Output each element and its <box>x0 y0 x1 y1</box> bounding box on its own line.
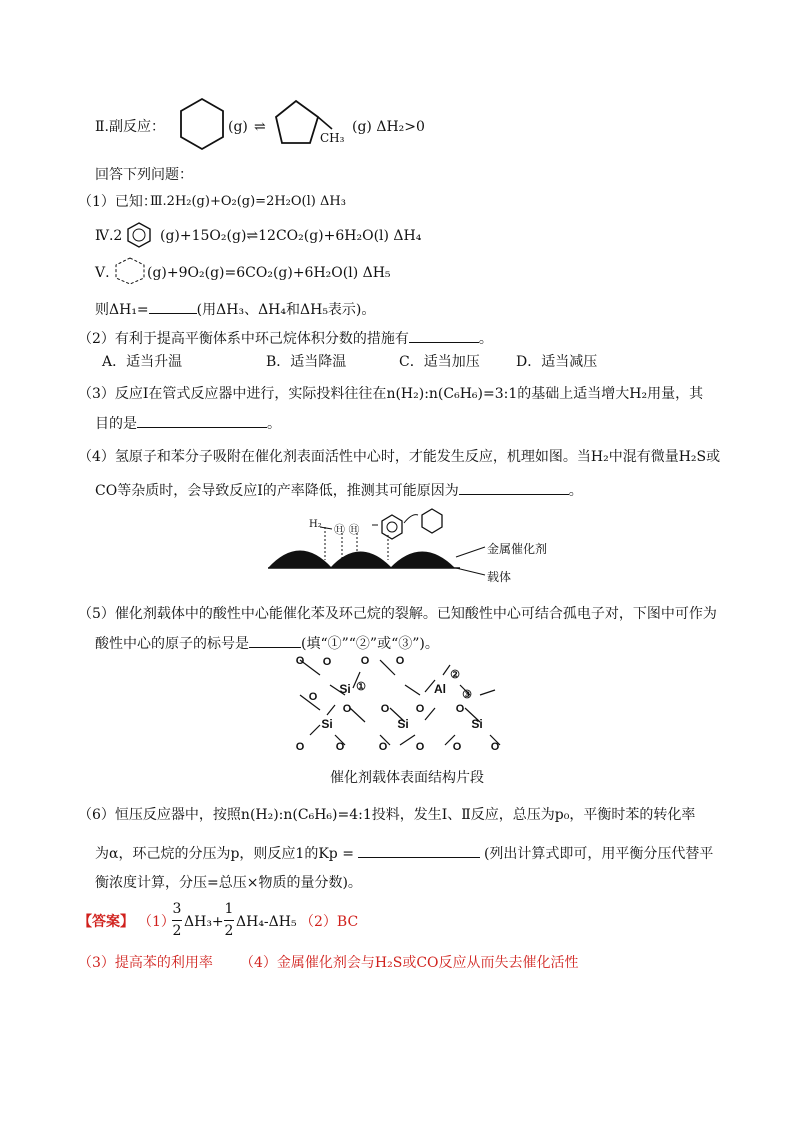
q4-line2-end: 。 <box>568 483 583 499</box>
answer-1-frac1-numerator: 3 <box>172 901 182 917</box>
oxygen-atom: O <box>395 655 405 667</box>
q3-line2-prefix: 目的是 <box>95 416 137 432</box>
bond-line <box>405 685 420 695</box>
q2-options <box>102 352 597 372</box>
q1-reaction-4-prefix: Ⅳ.2 <box>95 228 123 244</box>
q5-figure-caption: 催化剂载体表面结构片段 <box>330 770 484 786</box>
bond-line <box>310 725 320 735</box>
cyclohexane-structure-icon <box>177 95 227 155</box>
q3-line1-prefix: （3）反应Ⅰ在管式反应器中进行，实际投料往往在 <box>78 386 387 402</box>
answer-1-frac2-bar <box>224 920 234 921</box>
q6-line2-suffix: (列出计算式即可，用平衡分压代替平 <box>483 846 714 862</box>
q5-line2-suffix: (填“①”“②”或“③”)。 <box>301 636 439 652</box>
answer-1-label: （1） <box>138 914 175 930</box>
q6-answer-blank[interactable] <box>358 843 480 858</box>
q1-question-prefix: 则ΔH₁= <box>95 302 149 318</box>
answer-1-term1: ΔH₃+ <box>184 914 224 930</box>
oxygen-atom: O <box>452 741 462 753</box>
bond-line <box>425 708 435 720</box>
q1-reaction-5-prefix: Ⅴ. <box>95 265 110 281</box>
marker-2: ② <box>450 669 460 681</box>
oxygen-atom: O <box>380 703 390 715</box>
marker-1: ① <box>356 681 366 693</box>
q1-question-suffix: (用ΔH₃、ΔH₄和ΔH₅表示)。 <box>196 302 376 318</box>
side-reaction-g1: (g) <box>228 119 248 135</box>
answer-1-frac2-denominator: 2 <box>224 923 234 939</box>
answer-1-term2: ΔH₄-ΔH₅ <box>236 914 297 930</box>
q2-option-b[interactable]: B．适当降温 <box>266 354 347 370</box>
q6-line1-suffix: 投料，发生Ⅰ、Ⅱ反应，总压为p₀，平衡时苯的转化率 <box>371 807 696 823</box>
q2-end: 。 <box>478 331 493 347</box>
q4-answer-blank[interactable] <box>459 480 569 495</box>
oxygen-atom: O <box>335 741 345 753</box>
q1-reaction-3: Ⅲ.2H₂(g)+O₂(g)=2H₂O(l) ΔH₃ <box>150 194 346 209</box>
bond-line <box>480 690 495 695</box>
silicon-atom: Si <box>471 717 483 731</box>
q3-answer-blank[interactable] <box>137 413 267 428</box>
q2-option-d[interactable]: D．适当减压 <box>516 354 598 370</box>
bond-line <box>400 735 415 745</box>
q2-option-c[interactable]: C．适当加压 <box>399 354 480 370</box>
q6-line2 <box>95 843 713 864</box>
intro-text: 回答下列问题： <box>95 167 193 183</box>
q4-fig-h2-label: H₂ <box>309 519 322 530</box>
q6-line3: 衡浓度计算，分压=总压×物质的量分数)。 <box>95 875 362 891</box>
q4-fig-metal-catalyst-label: 金属催化剂 <box>487 542 548 556</box>
bond-line <box>350 708 365 722</box>
answer-3: （3）提高苯的利用率 <box>78 955 213 971</box>
oxygen-atom: O <box>295 741 305 753</box>
q1-reaction-5: (g)+9O₂(g)=6CO₂(g)+6H₂O(l) ΔH₅ <box>147 265 391 281</box>
q6-ratio: n(H₂):n(C₆H₆)=4:1 <box>240 807 372 823</box>
oxygen-atom: O <box>342 703 352 715</box>
silicon-atom: Si <box>397 717 409 731</box>
q1-answer-blank[interactable] <box>149 299 197 314</box>
q1-question <box>95 299 375 320</box>
answer-4: （4）金属催化剂会与H₂S或CO反应从而失去催化活性 <box>240 955 579 971</box>
q6-line2-prefix: 为α，环己烷的分压为p，则反应1的 <box>95 846 319 862</box>
oxygen-atom: O <box>295 655 305 667</box>
q2-option-a[interactable]: A．适当升温 <box>102 354 183 370</box>
cyclohexane-small-structure-icon <box>114 256 146 286</box>
q6-line1 <box>78 805 695 825</box>
silicon-atom-1: Si <box>339 682 351 696</box>
bond-line <box>327 705 335 715</box>
q4-line1: （4）氢原子和苯分子吸附在催化剂表面活性中心时，才能发生反应，机理如图。当H₂中混有微量H₂S或 <box>78 449 721 465</box>
catalyst-support-structure-figure <box>285 650 525 755</box>
side-reaction-prefix: Ⅱ.副反应： <box>95 119 165 135</box>
oxygen-atom: O <box>308 691 318 703</box>
oxygen-atom: O <box>415 741 425 753</box>
marker-3: ③ <box>462 689 472 701</box>
aluminum-atom-2: Al <box>434 682 446 696</box>
oxygen-atom: O <box>490 741 500 753</box>
q3-line2-end: 。 <box>267 416 281 432</box>
oxygen-atom: O <box>378 741 388 753</box>
q4-fig-support-label: 载体 <box>487 570 512 584</box>
q4-fig-h-atoms: Ⓗ Ⓗ <box>334 523 360 536</box>
q2-text: （2）有利于提高平衡体系中环己烷体积分数的措施有 <box>78 331 409 347</box>
answer-1-frac1-bar <box>172 920 182 921</box>
answer-1-expression <box>172 900 297 944</box>
answer-1-frac2-numerator: 1 <box>224 901 234 917</box>
bond-line <box>443 665 450 675</box>
side-reaction-g2: (g) ΔH₂>0 <box>352 119 425 135</box>
oxygen-atom: O <box>455 703 465 715</box>
q2-question <box>78 328 493 349</box>
answer-tag: 【答案】 <box>78 914 134 930</box>
equilibrium-arrow-icon: ⇌ <box>254 119 266 135</box>
bond-line <box>380 660 395 675</box>
q4-line2 <box>95 480 583 501</box>
answer-2: （2）BC <box>300 914 359 930</box>
q1-reaction-4: (g)+15O₂(g)⇌12CO₂(g)+6H₂O(l) ΔH₄ <box>160 228 422 244</box>
q6-line1-prefix: （6）恒压反应器中，按照 <box>78 807 241 823</box>
benzene-structure-icon <box>126 221 152 249</box>
q5-line1: （5）催化剂载体中的酸性中心能催化苯及环己烷的裂解。已知酸性中心可结合孤电子对，下图中可作为 <box>78 606 717 622</box>
q3-line1-suffix: 的基础上适当增大H₂用量，其 <box>517 386 704 402</box>
oxygen-atom: O <box>322 656 332 668</box>
q2-answer-blank[interactable] <box>409 328 479 343</box>
q1-label: （1）已知： <box>78 194 157 210</box>
silicon-atom: Si <box>321 717 333 731</box>
q3-ratio: n(H₂):n(C₆H₆)=3:1 <box>386 386 518 402</box>
methyl-label: CH₃ <box>320 131 345 145</box>
q5-answer-blank[interactable] <box>249 633 301 648</box>
q3-line2 <box>95 413 281 434</box>
q5-line2-prefix: 酸性中心的原子的标号是 <box>95 636 249 652</box>
answer-1-frac1-denominator: 2 <box>172 923 182 939</box>
q3-line1 <box>78 384 703 404</box>
oxygen-atom: O <box>415 703 425 715</box>
q6-kp: Kp = <box>318 846 354 862</box>
q4-line2-prefix: CO等杂质时，会导致反应Ⅰ的产率降低，推测其可能原因为 <box>95 483 459 499</box>
oxygen-atom: O <box>360 655 370 667</box>
